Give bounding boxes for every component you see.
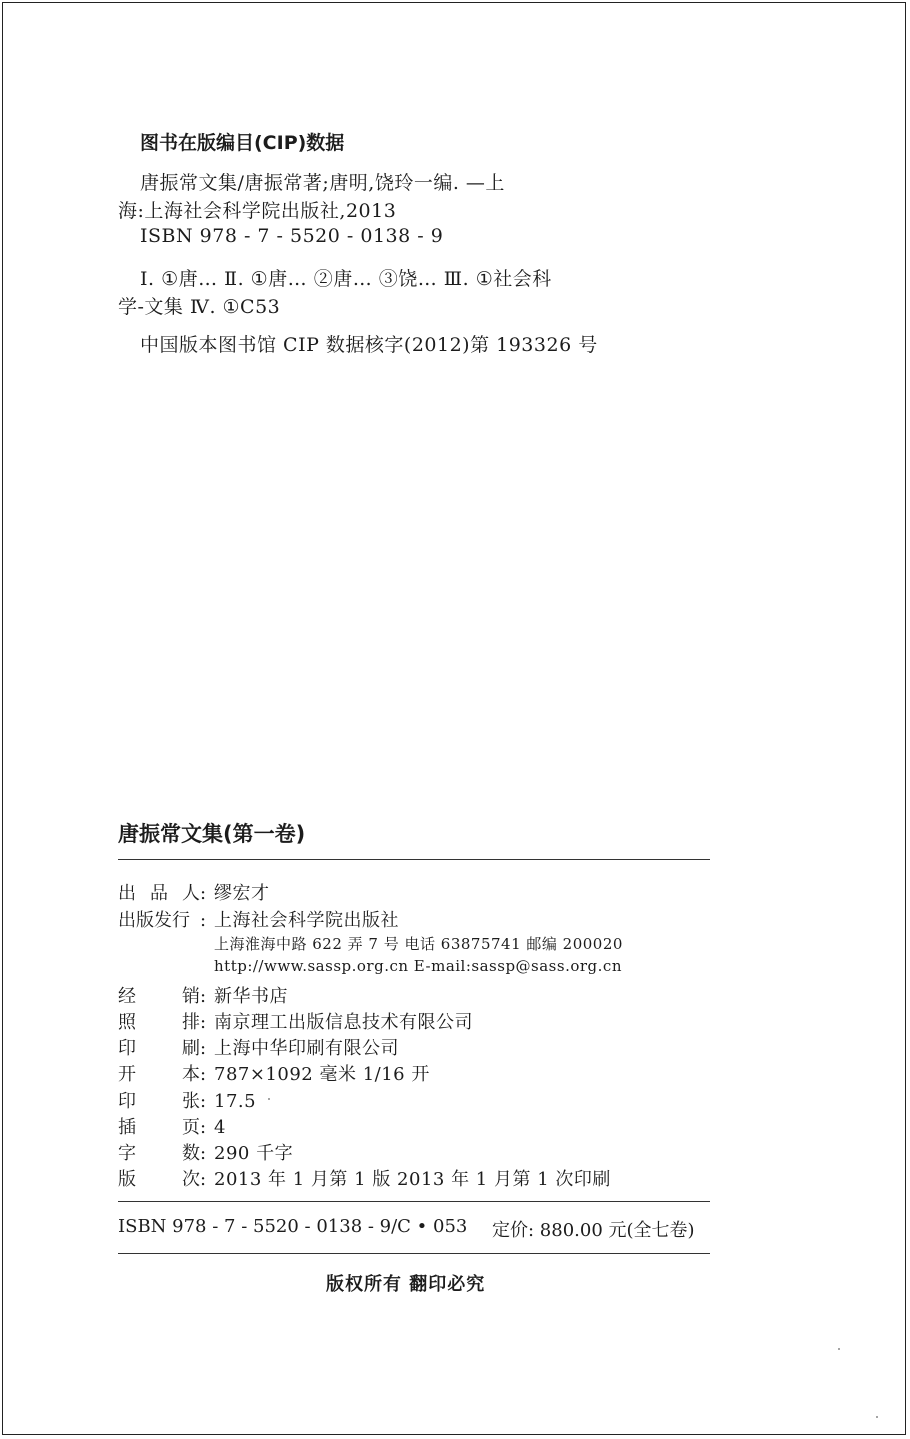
publisher-value: 上海社会科学院出版社 [214,910,399,931]
scan-speck [876,1416,878,1418]
cip-line-2: 海:上海社会科学院出版社,2013 [118,200,397,222]
sheets-value: 17.5 [214,1091,257,1112]
printing-label: 印 刷 [118,1038,200,1059]
publisher-address: 上海淮海中路 622 弄 7 号 电话 63875741 邮编 200020 [214,935,623,953]
row-publisher: 出版发行 : 上海社会科学院出版社 [118,906,399,932]
row-printing: 印 刷 : 上海中华印刷有限公司 [118,1034,399,1060]
rights-statement: 版权所有 翻印必究 [326,1274,486,1295]
publisher-label: 出版发行 [118,910,190,931]
price: 定价: 880.00 元(全七卷) [492,1220,695,1241]
distributor-label: 经 销 [118,986,200,1007]
edition-label: 版 次 [118,1169,200,1190]
row-typesetting: 照 排 : 南京理工出版信息技术有限公司 [118,1008,473,1034]
row-distributor: 经 销 : 新华书店 [118,982,288,1008]
cip-line-5: 学-文集 Ⅳ. ①C53 [118,296,281,318]
isbn-full: ISBN 978 - 7 - 5520 - 0138 - 9/C • 053 [118,1216,468,1237]
row-edition: 版 次 : 2013 年 1 月第 1 版 2013 年 1 月第 1 次印刷 [118,1165,611,1191]
typesetting-label: 照 排 [118,1012,200,1033]
row-plates: 插 页 : 4 [118,1113,226,1139]
divider-middle [118,1201,710,1202]
typesetting-value: 南京理工出版信息技术有限公司 [214,1012,473,1033]
row-format: 开 本 : 787×1092 毫米 1/16 开 [118,1060,430,1086]
words-label: 字 数 [118,1143,200,1164]
plates-value: 4 [214,1117,226,1138]
printing-value: 上海中华印刷有限公司 [214,1038,399,1059]
producer-value: 缪宏才 [214,883,270,904]
scan-speck [838,1348,840,1350]
scan-speck [268,1098,270,1100]
distributor-value: 新华书店 [214,986,288,1007]
volume-title: 唐振常文集(第一卷) [118,822,306,846]
divider-top [118,859,710,860]
divider-bottom [118,1253,710,1254]
cip-heading: 图书在版编目(CIP)数据 [140,132,345,154]
sheets-label: 印 张 [118,1091,200,1112]
format-label: 开 本 [118,1064,200,1085]
publisher-web: http://www.sassp.org.cn E-mail:sassp@sass.org.cn [214,957,622,975]
edition-value: 2013 年 1 月第 1 版 2013 年 1 月第 1 次印刷 [214,1169,611,1190]
producer-label: 出 品 人 [118,883,200,904]
cip-line-6: 中国版本图书馆 CIP 数据核字(2012)第 193326 号 [140,334,598,356]
row-words: 字 数 : 290 千字 [118,1139,293,1165]
cip-line-4: Ⅰ. ①唐… Ⅱ. ①唐… ②唐… ③饶… Ⅲ. ①社会科 [140,268,552,290]
cip-line-1: 唐振常文集/唐振常著;唐明,饶玲一编. —上 [140,172,505,194]
cip-line-3: ISBN 978 - 7 - 5520 - 0138 - 9 [140,225,444,247]
words-value: 290 千字 [214,1143,294,1164]
row-producer: 出 品 人 : 缪宏才 [118,879,270,905]
plates-label: 插 页 [118,1117,200,1138]
format-value: 787×1092 毫米 1/16 开 [214,1064,430,1085]
row-sheets: 印 张 : 17.5 [118,1087,256,1113]
